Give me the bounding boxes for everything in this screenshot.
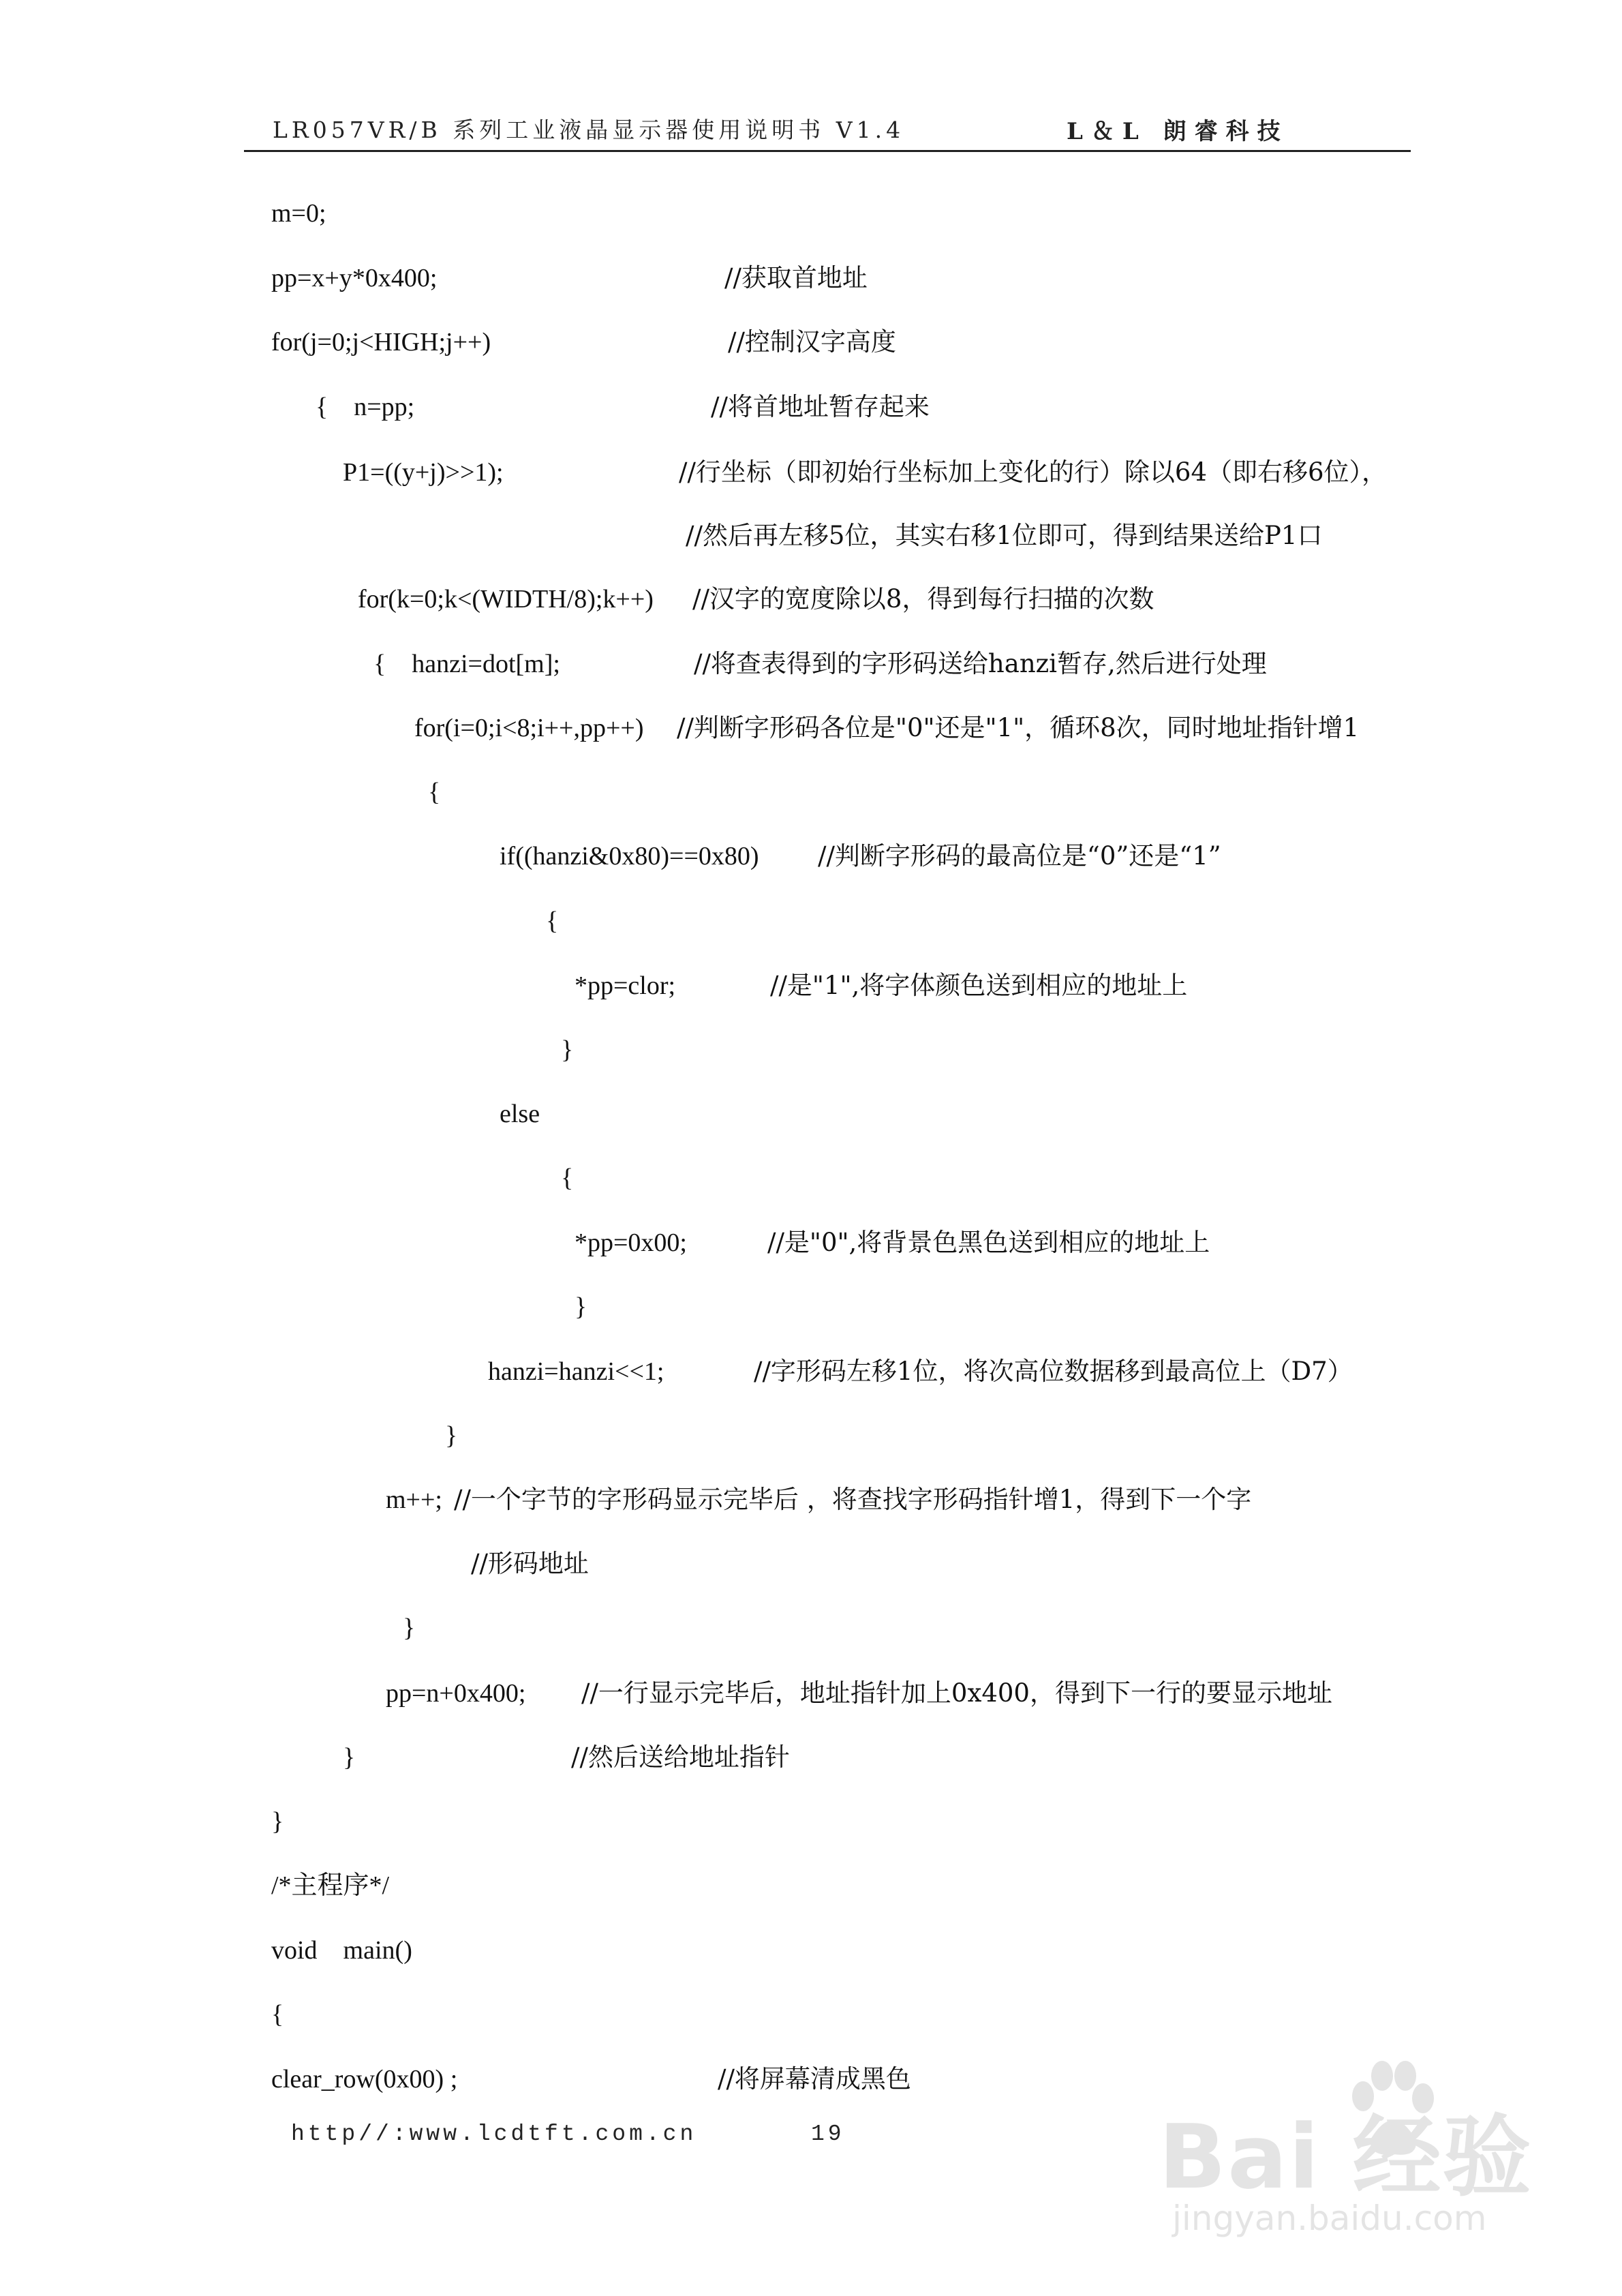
page-number: 19 — [811, 2121, 845, 2147]
code-text: } — [403, 1614, 416, 1642]
code-text: { n=pp; — [316, 393, 415, 421]
code-text: clear_row(0x00) ; — [271, 2065, 458, 2094]
footer-url: http//:www.lcdtft.com.cn — [291, 2121, 697, 2147]
code-text: } — [561, 1036, 574, 1064]
code-text: for(k=0;k<(WIDTH/8);k++) — [358, 585, 654, 614]
code-text: { — [546, 907, 559, 935]
watermark-brand: Bai 经验 — [1159, 2105, 1533, 2209]
code-text: *pp=clor; — [575, 971, 676, 1000]
code-text: *pp=0x00; — [575, 1228, 687, 1257]
comment-text: //形码地址 — [471, 1549, 589, 1578]
watermark-site: jingyan.baidu.com — [1172, 2199, 1487, 2238]
comment-text: //将查表得到的字形码送给hanzi暂存,然后进行处理 — [694, 649, 1267, 678]
comment-text: //是"0",将背景色黑色送到相应的地址上 — [767, 1228, 1210, 1257]
code-line — [317, 1712, 355, 1802]
company-name: L＆L 朗睿科技 — [1067, 118, 1289, 145]
comment-text: //一个字节的字形码显示完毕后 ，将查找字形码指针增1，得到下一个字 — [454, 1485, 1252, 1514]
code-text: { — [271, 2000, 284, 2029]
comment-text: //汉字的宽度除以8，得到每行扫描的次数 — [692, 584, 1154, 614]
code-text: pp=n+0x400; — [386, 1679, 526, 1708]
code-text: pp=x+y*0x400; — [271, 264, 438, 292]
code-line — [360, 1648, 525, 1738]
code-line — [474, 1069, 540, 1159]
code-line — [402, 747, 440, 837]
code-text: } — [343, 1743, 356, 1772]
comment-text: //然后再左移5位，其实右移1位即可，得到结果送给P1口 — [686, 521, 1323, 550]
code-text: hanzi=hanzi<<1; — [488, 1357, 664, 1386]
comment-text: //行坐标（即初始行坐标加上变化的行）除以64（即右移6位）， — [679, 457, 1388, 487]
comment-text: //将首地址暂存起来 — [711, 392, 930, 421]
baidu-watermark — [1159, 2059, 1540, 2256]
comment-text: //一行显示完毕后，地址指针加上0x400，得到下一行的要显示地址 — [581, 1678, 1332, 1708]
code-line — [245, 2034, 457, 2124]
comment-text: //将屏幕清成黑色 — [718, 2064, 911, 2094]
code-text: m++; — [386, 1485, 442, 1514]
code-comment — [792, 811, 1221, 901]
code-text: } — [271, 1807, 284, 1836]
document-title: LR057VR/B 系列工业液晶显示器使用说明书 V1.4 — [273, 117, 905, 143]
header-divider — [244, 150, 1411, 152]
code-text: { — [561, 1164, 574, 1192]
page-header — [245, 112, 1411, 148]
code-line — [535, 1005, 573, 1095]
code-text: /*主程序*/ — [271, 1871, 390, 1900]
comment-text: //判断字形码各位是"0"还是"1"，循环8次，同时地址指针增1 — [677, 713, 1360, 742]
code-text: } — [445, 1421, 458, 1450]
code-text: { hanzi=dot[m]; — [373, 650, 560, 678]
comment-text: //控制汉字高度 — [728, 327, 896, 357]
code-comment — [651, 683, 1359, 773]
code-text: for(j=0;j<HIGH;j++) — [271, 328, 491, 357]
code-comment — [741, 1198, 1210, 1288]
code-text: { — [428, 778, 441, 806]
comment-text: //获取首地址 — [724, 263, 868, 292]
code-text: if((hanzi&0x80)==0x80) — [500, 842, 759, 871]
code-line — [462, 1327, 664, 1417]
code-comment — [728, 1327, 1353, 1417]
code-text: } — [575, 1293, 587, 1321]
code-text: m=0; — [271, 199, 326, 228]
comment-text: //然后送给地址指针 — [571, 1742, 790, 1772]
code-comment — [445, 1519, 589, 1609]
code-line — [317, 427, 504, 517]
code-comment — [545, 1712, 790, 1802]
code-text: void main() — [271, 1936, 412, 1965]
code-text: P1=((y+j)>>1); — [343, 458, 504, 487]
code-comment — [692, 2034, 911, 2124]
code-comment — [744, 941, 1187, 1031]
comment-text: //字形码左移1位，将次高位数据移到最高位上（D7） — [754, 1357, 1353, 1386]
comment-text: //是"1",将字体颜色送到相应的地址上 — [770, 971, 1188, 1000]
code-line — [474, 811, 759, 901]
code-text: else — [500, 1100, 540, 1128]
code-text: for(i=0;i<8;i++,pp++) — [414, 714, 644, 742]
comment-text: //判断字形码的最高位是“0”还是“1” — [818, 841, 1221, 871]
